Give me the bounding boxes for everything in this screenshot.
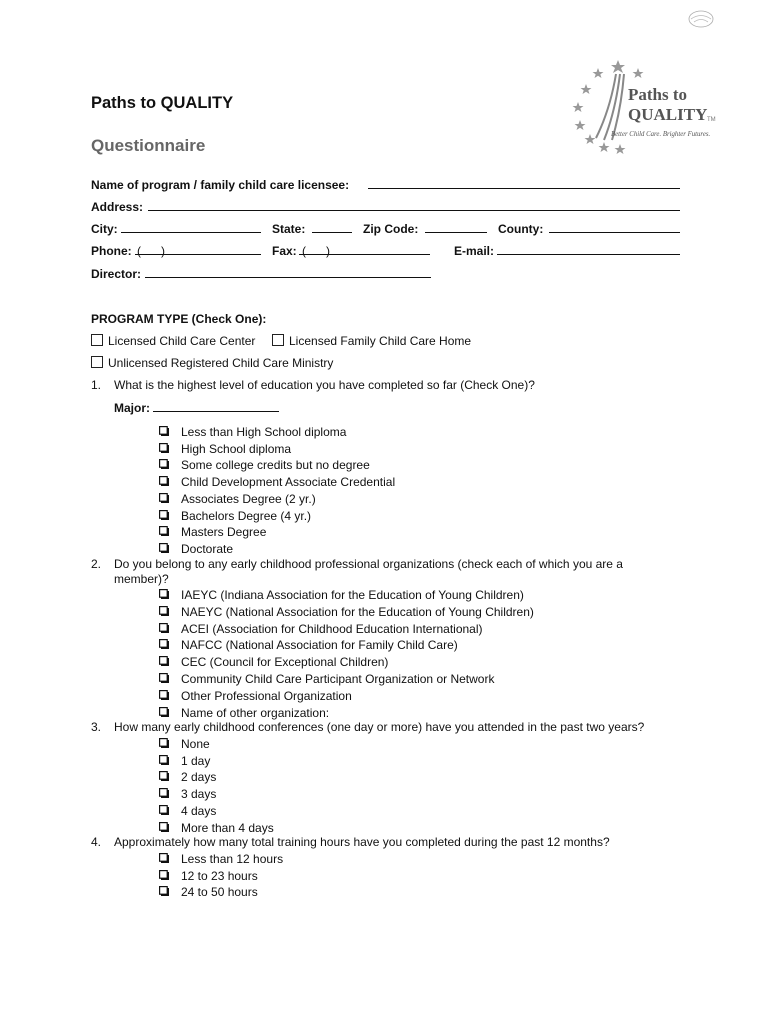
svg-text:Paths to: Paths to — [628, 85, 688, 104]
checkbox-icon[interactable] — [159, 526, 169, 536]
checkbox-icon[interactable] — [159, 771, 169, 781]
checkbox-icon[interactable] — [159, 755, 169, 765]
county-label: County: — [498, 222, 544, 236]
option-label: Other Professional Organization — [181, 688, 352, 703]
checkbox-icon[interactable] — [159, 623, 169, 633]
checkbox-icon[interactable] — [159, 738, 169, 748]
option-label: Community Child Care Participant Organization or Network — [181, 672, 495, 686]
svg-text:TM: TM — [707, 117, 716, 123]
option-label: Doctorate — [181, 541, 234, 556]
document-title: Paths to QUALITY — [91, 94, 234, 112]
option-label: Some college credits but no degree — [181, 458, 370, 473]
checkbox-icon[interactable] — [159, 493, 169, 503]
phone-label: Phone: — [91, 244, 132, 258]
option-label: 2 days — [181, 770, 217, 785]
email-label: E-mail: — [454, 244, 495, 258]
question-text: Do you belong to any early childhood professional organizations (check each of which you are a member)? — [114, 557, 623, 586]
program-type-option[interactable]: Unlicensed Registered Child Care Ministry — [91, 356, 333, 370]
option-label: More than 4 days — [181, 820, 274, 835]
zip-field[interactable] — [425, 220, 487, 233]
checkbox-icon[interactable] — [159, 870, 169, 880]
question-number: 1. — [91, 378, 102, 392]
checkbox-icon[interactable] — [159, 707, 169, 717]
svg-text:QUALITY: QUALITY — [628, 105, 708, 124]
checkbox-icon[interactable] — [159, 690, 169, 700]
option-label: 3 days — [181, 787, 217, 802]
program-type-option[interactable]: Licensed Family Child Care Home — [272, 334, 471, 348]
option-label: Less than High School diploma — [181, 425, 347, 439]
address-field[interactable] — [148, 198, 680, 211]
checkbox-icon[interactable] — [159, 459, 169, 469]
option-label: IAEYC (Indiana Association for the Education of Young Children) — [181, 588, 524, 602]
state-label: State: — [272, 222, 306, 236]
checkbox-icon[interactable] — [91, 356, 103, 368]
checkbox-icon[interactable] — [159, 673, 169, 683]
checkbox-icon[interactable] — [159, 543, 169, 553]
paths-to-quality-logo — [568, 58, 728, 158]
program-name-label: Name of program / family child care licensee: — [91, 178, 350, 192]
question-text: Approximately how many total training hours have you completed during the past 12 months? — [114, 835, 610, 849]
option-label: Bachelors Degree (4 yr.) — [181, 508, 312, 523]
checkbox-icon[interactable] — [159, 476, 169, 486]
question-number: 3. — [91, 720, 102, 734]
city-label: City: — [91, 222, 118, 236]
question-text: What is the highest level of education you have completed so far (Check One)? — [114, 378, 535, 392]
director-label: Director: — [91, 267, 142, 281]
checkbox-icon[interactable] — [159, 853, 169, 863]
program-name-field[interactable] — [368, 176, 680, 189]
phone-area-code: ( ) — [137, 244, 165, 258]
director-field[interactable] — [145, 265, 431, 278]
checkbox-icon[interactable] — [91, 334, 103, 346]
seal-graphic — [686, 8, 716, 30]
option-label: 4 days — [181, 803, 217, 818]
county-field[interactable] — [549, 220, 680, 233]
option-label: ACEI (Association for Childhood Education International) — [181, 621, 483, 636]
option-label: 12 to 23 hours — [181, 868, 258, 883]
checkbox-icon[interactable] — [159, 886, 169, 896]
option-label: Child Development Associate Credential — [181, 475, 396, 490]
option-label: Masters Degree — [181, 525, 267, 540]
option-label: CEC (Council for Exceptional Children) — [181, 655, 389, 670]
fax-label: Fax: — [272, 244, 297, 258]
checkbox-icon[interactable] — [272, 334, 284, 346]
checkbox-icon[interactable] — [159, 606, 169, 616]
option-label: NAFCC (National Association for Family Child Care) — [181, 638, 458, 653]
address-label: Address: — [91, 200, 144, 214]
checkbox-icon[interactable] — [159, 656, 169, 666]
major-field[interactable] — [153, 399, 279, 412]
checkbox-icon[interactable] — [159, 639, 169, 649]
question-number: 4. — [91, 835, 102, 849]
option-label: Name of other organization: — [181, 705, 330, 720]
question-text: How many early childhood conferences (one day or more) have you attended in the past two years? — [114, 720, 645, 734]
checkbox-icon[interactable] — [159, 443, 169, 453]
svg-text:Better Child Care. Brighter Fu: Better Child Care. Brighter Futures. — [611, 131, 711, 138]
checkbox-icon[interactable] — [159, 805, 169, 815]
checkbox-icon[interactable] — [159, 510, 169, 520]
zip-label: Zip Code: — [363, 222, 419, 236]
checkbox-icon[interactable] — [159, 426, 169, 436]
checkbox-icon[interactable] — [159, 589, 169, 599]
state-field[interactable] — [312, 220, 352, 233]
option-label: Less than 12 hours — [181, 852, 284, 866]
question-number: 2. — [91, 557, 102, 571]
option-label: 1 day — [181, 753, 211, 768]
email-field[interactable] — [497, 242, 680, 255]
program-type-option[interactable]: Licensed Child Care Center — [91, 334, 255, 348]
option-label: None — [181, 737, 210, 751]
fax-area-code: ( ) — [302, 244, 330, 258]
program-type-heading: PROGRAM TYPE (Check One): — [91, 312, 267, 326]
document-subtitle: Questionnaire — [91, 136, 206, 155]
checkbox-icon[interactable] — [159, 788, 169, 798]
city-field[interactable] — [121, 220, 261, 233]
option-label: Associates Degree (2 yr.) — [181, 491, 316, 506]
option-label: High School diploma — [181, 441, 292, 456]
major-label: Major: — [114, 401, 150, 415]
option-label: NAEYC (National Association for the Education of Young Children) — [181, 604, 534, 619]
checkbox-icon[interactable] — [159, 822, 169, 832]
option-label: 24 to 50 hours — [181, 885, 258, 900]
